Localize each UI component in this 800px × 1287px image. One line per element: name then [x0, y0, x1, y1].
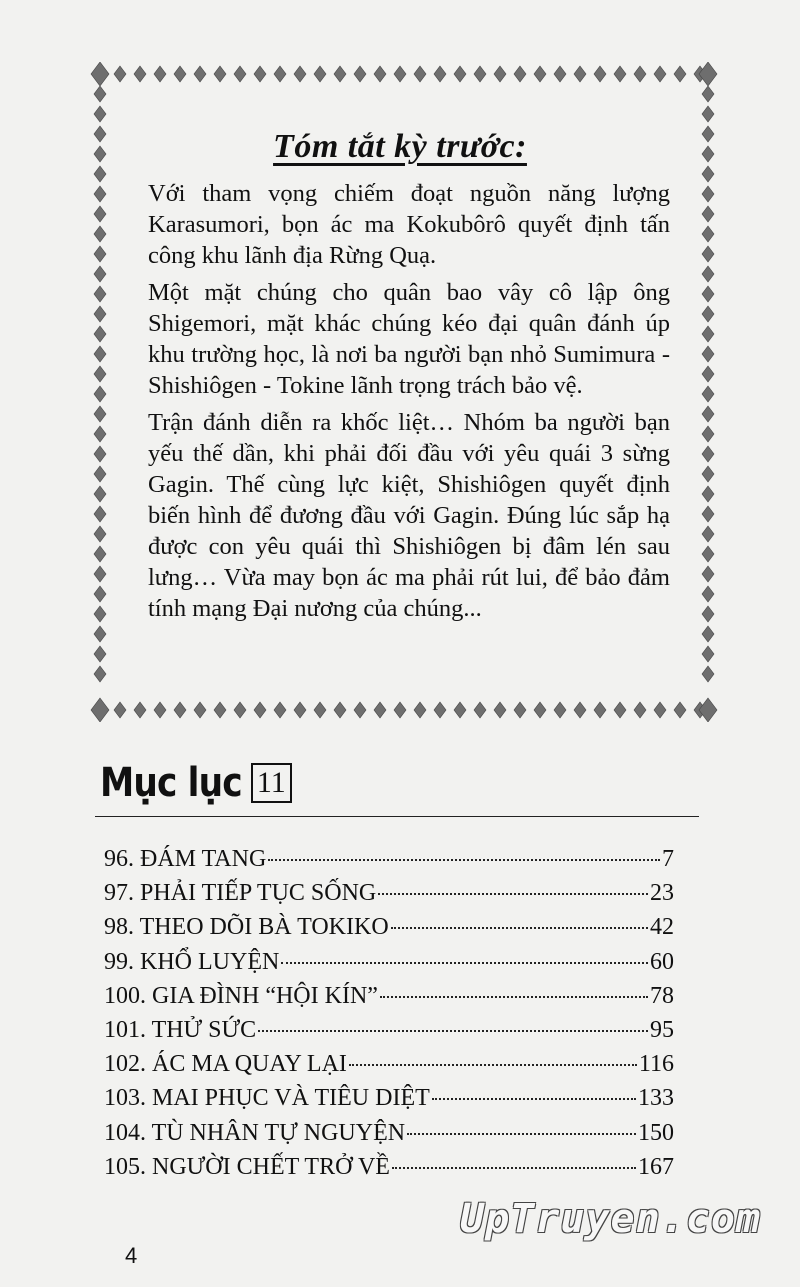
border-diamond — [702, 286, 714, 302]
toc-item-page: 116 — [638, 1051, 674, 1078]
border-diamond — [354, 702, 366, 718]
border-diamond — [154, 66, 166, 82]
border-diamond — [94, 666, 106, 682]
toc-item-label: 101. THỬ SỨC — [104, 1017, 257, 1044]
toc-item-page: 95 — [650, 1017, 674, 1044]
summary-paragraph: Trận đánh diễn ra khốc liệt… Nhóm ba người bạn yếu thế dần, khi phải đối đầu với yêu quái 3 sừng Gagin. Thế cùng lực kiệt, Shishiôgen quyết định biến hình để đương đầu với Gagin. Đúng lúc sắp hạ được con yêu quái thì Shishiôgen bị đâm lén sau lưng… Vừa may bọn ác ma phải rút lui, để bảo đảm tính mạng Đại nương của chúng... — [148, 409, 670, 622]
border-diamond — [134, 66, 146, 82]
toc-leader-dots — [407, 1133, 636, 1135]
border-diamond — [154, 702, 166, 718]
border-diamond — [134, 702, 146, 718]
summary-title: Tóm tắt kỳ trước: — [273, 128, 527, 165]
border-diamond — [94, 486, 106, 502]
border-diamond — [454, 66, 466, 82]
toc-leader-dots — [392, 1167, 636, 1169]
border-diamond — [614, 66, 626, 82]
border-diamond — [414, 66, 426, 82]
border-diamond — [702, 426, 714, 442]
border-diamond — [94, 526, 106, 542]
watermark: UpTruyen.com — [460, 1196, 761, 1242]
border-diamond — [274, 702, 286, 718]
border-diamond — [174, 66, 186, 82]
border-diamond — [494, 66, 506, 82]
border-diamond — [94, 506, 106, 522]
border-diamond — [214, 66, 226, 82]
border-diamond — [294, 66, 306, 82]
toc-item-label: 98. THEO DÕI BÀ TOKIKO — [104, 914, 389, 941]
border-diamond — [594, 702, 606, 718]
border-diamond — [94, 466, 106, 482]
border-diamond — [254, 66, 266, 82]
border-diamond — [702, 406, 714, 422]
border-diamond — [534, 66, 546, 82]
border-diamond — [534, 702, 546, 718]
border-diamond — [702, 106, 714, 122]
border-diamond — [94, 286, 106, 302]
border-diamond — [114, 702, 126, 718]
toc-item[interactable] — [104, 1047, 674, 1081]
toc-item[interactable] — [104, 945, 674, 979]
border-diamond — [94, 426, 106, 442]
border-diamond — [702, 486, 714, 502]
border-diamond — [674, 66, 686, 82]
border-diamond — [294, 702, 306, 718]
toc-leader-dots — [432, 1098, 636, 1100]
border-diamond — [91, 698, 109, 722]
toc-item-page: 167 — [638, 1153, 674, 1180]
toc-leader-dots — [258, 1030, 648, 1032]
border-diamond — [454, 702, 466, 718]
border-diamond — [702, 226, 714, 242]
border-diamond — [699, 698, 717, 722]
border-diamond — [94, 306, 106, 322]
toc-item-page: 23 — [650, 880, 674, 907]
border-diamond — [674, 702, 686, 718]
toc-leader-dots — [378, 893, 648, 895]
border-diamond — [702, 466, 714, 482]
border-diamond — [702, 266, 714, 282]
toc-item-label: 99. KHỔ LUYỆN — [104, 948, 280, 975]
border-diamond — [274, 66, 286, 82]
border-diamond — [374, 66, 386, 82]
border-diamond — [574, 702, 586, 718]
border-diamond — [354, 66, 366, 82]
border-diamond — [194, 702, 206, 718]
toc-leader-dots — [281, 962, 648, 964]
border-diamond — [634, 66, 646, 82]
border-diamond — [91, 62, 109, 86]
toc-item-label: 96. ĐÁM TANG — [104, 846, 267, 872]
border-diamond — [702, 526, 714, 542]
page-number: 4 — [125, 1243, 138, 1268]
border-diamond — [702, 626, 714, 642]
border-diamond — [702, 346, 714, 362]
toc-item[interactable] — [104, 979, 674, 1013]
toc-item-label: 104. TÙ NHÂN TỰ NGUYỆN — [104, 1119, 406, 1146]
border-diamond — [334, 66, 346, 82]
border-diamond — [94, 206, 106, 222]
border-diamond — [94, 366, 106, 382]
border-diamond — [634, 702, 646, 718]
border-diamond — [234, 66, 246, 82]
border-diamond — [194, 66, 206, 82]
border-diamond — [554, 702, 566, 718]
border-diamond — [574, 66, 586, 82]
border-diamond — [94, 406, 106, 422]
border-diamond — [94, 586, 106, 602]
border-diamond — [114, 66, 126, 82]
border-diamond — [434, 66, 446, 82]
border-diamond — [702, 506, 714, 522]
border-diamond — [702, 206, 714, 222]
toc-divider — [95, 816, 699, 817]
toc-item-label: 100. GIA ĐÌNH “HỘI KÍN” — [104, 982, 378, 1009]
border-diamond — [234, 702, 246, 718]
toc-title: Mục lục — [100, 760, 242, 806]
border-diamond — [514, 702, 526, 718]
border-diamond — [314, 66, 326, 82]
toc-item-label: 105. NGƯỜI CHẾT TRỞ VỀ — [104, 1153, 390, 1180]
border-diamond — [654, 66, 666, 82]
border-diamond — [702, 366, 714, 382]
border-diamond — [414, 702, 426, 718]
border-diamond — [174, 702, 186, 718]
border-diamond — [94, 546, 106, 562]
toc-item-page: 60 — [650, 948, 674, 975]
border-diamond — [94, 346, 106, 362]
border-diamond — [94, 326, 106, 342]
toc-item-label: 103. MAI PHỤC VÀ TIÊU DIỆT — [104, 1085, 430, 1112]
toc-leader-dots — [349, 1064, 637, 1066]
border-diamond — [702, 546, 714, 562]
toc-list — [104, 842, 674, 1184]
toc-item[interactable] — [104, 876, 674, 910]
border-diamond — [94, 626, 106, 642]
summary-paragraph: Với tham vọng chiếm đoạt nguồn năng lượng Karasumori, bọn ác ma Kokubôrô quyết định tấn công khu lãnh địa Rừng Quạ. — [148, 180, 670, 269]
volume-badge: 11 — [251, 763, 292, 803]
border-diamond — [94, 646, 106, 662]
toc-item[interactable] — [104, 1081, 674, 1115]
border-diamond — [434, 702, 446, 718]
toc-item-page: 78 — [650, 982, 674, 1009]
border-diamond — [514, 66, 526, 82]
toc-item[interactable] — [104, 910, 674, 944]
border-diamond — [394, 702, 406, 718]
border-diamond — [94, 186, 106, 202]
border-diamond — [94, 266, 106, 282]
border-diamond — [254, 702, 266, 718]
border-diamond — [94, 566, 106, 582]
toc-item-page: 150 — [638, 1119, 674, 1146]
border-diamond — [702, 606, 714, 622]
border-diamond — [494, 702, 506, 718]
toc-item[interactable] — [104, 842, 674, 876]
border-diamond — [94, 166, 106, 182]
border-diamond — [702, 386, 714, 402]
toc-item-page: 133 — [638, 1085, 674, 1112]
border-diamond — [94, 246, 106, 262]
border-diamond — [334, 702, 346, 718]
border-diamond — [702, 246, 714, 262]
summary-body — [148, 178, 670, 630]
toc-item[interactable] — [104, 1116, 674, 1150]
toc-leader-dots — [380, 996, 648, 998]
toc-item[interactable] — [104, 1013, 674, 1047]
border-diamond — [702, 186, 714, 202]
toc-item-label: 102. ÁC MA QUAY LẠI — [104, 1051, 347, 1078]
border-diamond — [702, 586, 714, 602]
border-diamond — [94, 606, 106, 622]
border-diamond — [702, 86, 714, 102]
toc-heading — [100, 760, 292, 806]
border-diamond — [94, 86, 106, 102]
toc-item-page: 42 — [650, 914, 674, 941]
summary-paragraph: Một mặt chúng cho quân bao vây cô lập ông Shigemori, mặt khác chúng kéo đại quân đánh úp khu trường học, là nơi ba người bạn nhỏ Sumimura - Shishiôgen - Tokine lãnh trọng trách bảo vệ. — [148, 279, 670, 399]
border-diamond — [702, 646, 714, 662]
border-diamond — [702, 666, 714, 682]
border-diamond — [474, 66, 486, 82]
border-diamond — [94, 226, 106, 242]
border-diamond — [214, 702, 226, 718]
border-diamond — [94, 446, 106, 462]
border-diamond — [654, 702, 666, 718]
border-diamond — [554, 66, 566, 82]
border-diamond — [699, 62, 717, 86]
border-diamond — [702, 446, 714, 462]
toc-item-label: 97. PHẢI TIẾP TỤC SỐNG — [104, 880, 377, 907]
border-diamond — [394, 66, 406, 82]
border-diamond — [374, 702, 386, 718]
toc-leader-dots — [391, 927, 648, 929]
border-diamond — [702, 566, 714, 582]
toc-leader-dots — [268, 859, 660, 861]
border-diamond — [614, 702, 626, 718]
toc-item-page: 7 — [662, 846, 674, 872]
border-diamond — [94, 386, 106, 402]
toc-item[interactable] — [104, 1150, 674, 1184]
border-diamond — [314, 702, 326, 718]
border-diamond — [702, 326, 714, 342]
border-diamond — [594, 66, 606, 82]
border-diamond — [474, 702, 486, 718]
border-diamond — [94, 106, 106, 122]
border-diamond — [702, 166, 714, 182]
border-diamond — [702, 306, 714, 322]
